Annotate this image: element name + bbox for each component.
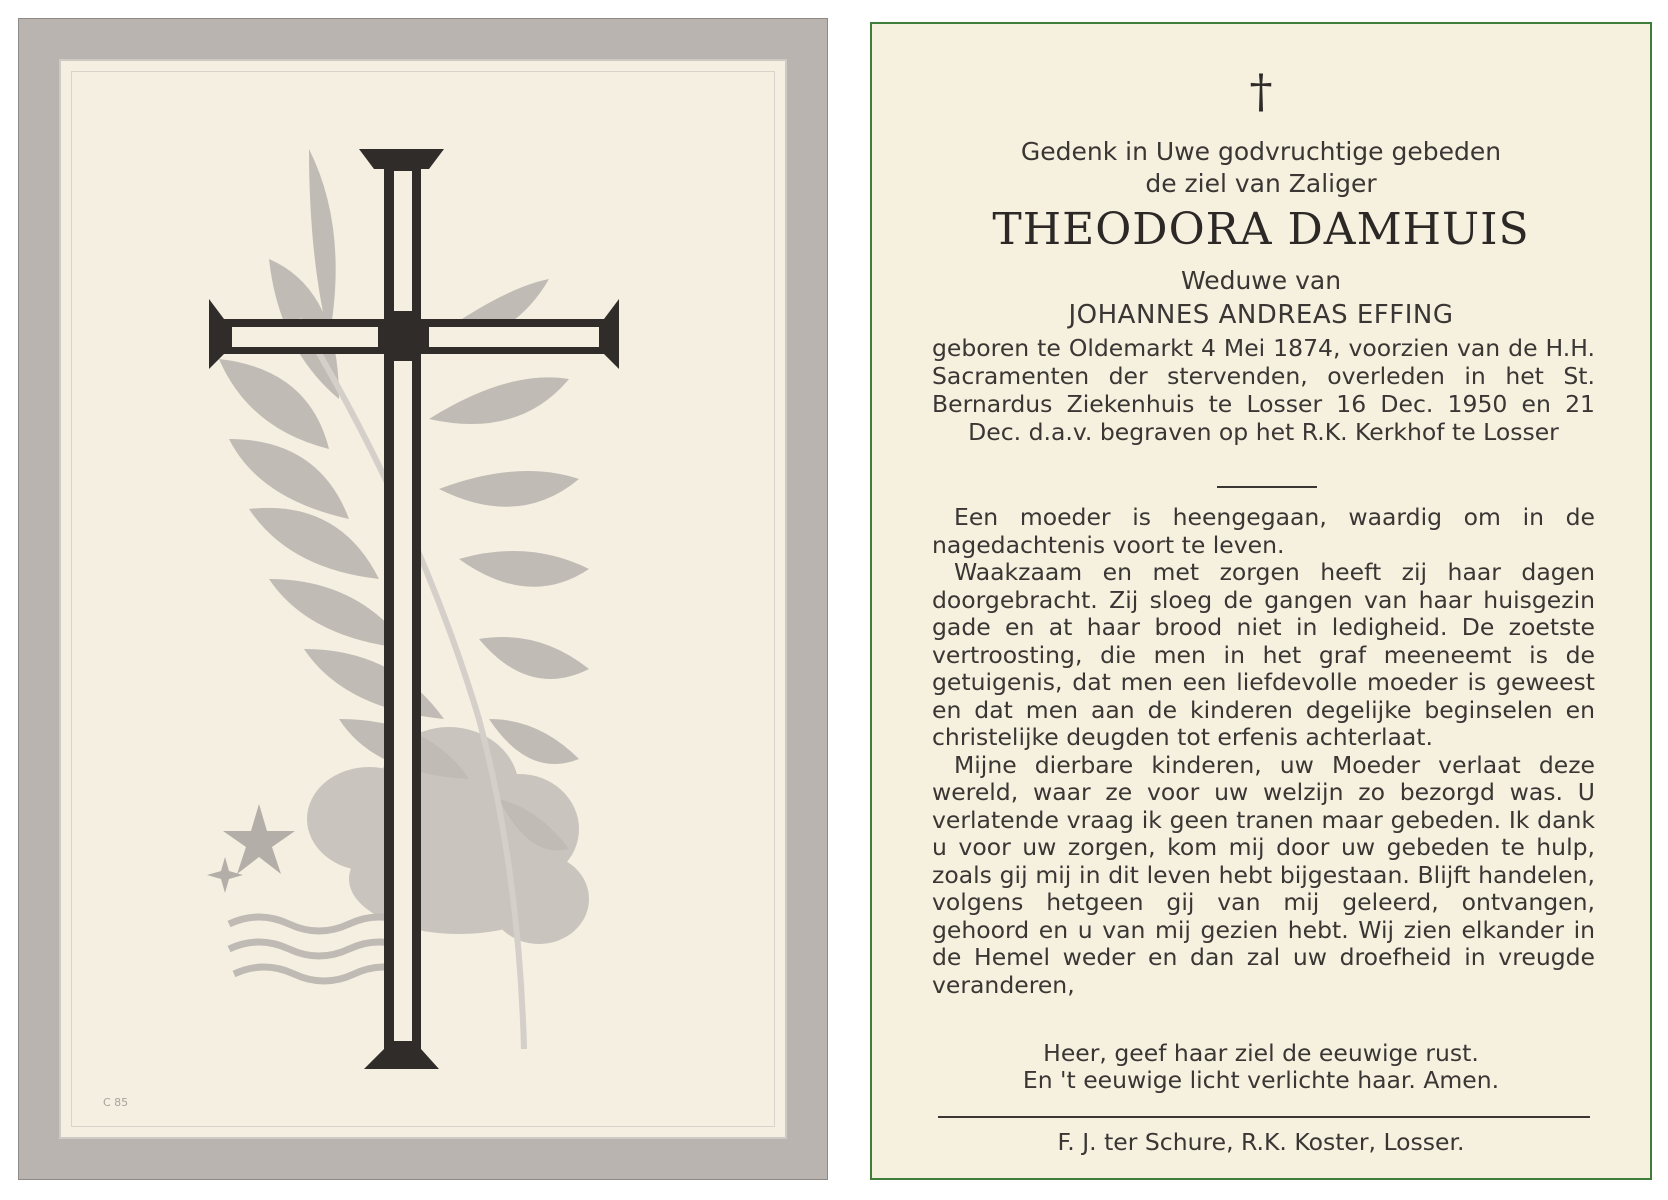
memorial-text <box>932 504 1595 999</box>
paragraph-1: Een moeder is heengegaan, waardig om in de nagedachtenis voort te leven. <box>932 503 1595 559</box>
intro-text <box>872 136 1650 200</box>
intro-line-1: Gedenk in Uwe godvruchtige gebeden <box>1020 137 1502 166</box>
divider-long <box>938 1116 1590 1118</box>
front-card <box>18 18 828 1180</box>
star-icons <box>207 804 295 893</box>
maker-mark: C 85 <box>103 1096 129 1109</box>
printer-credit: F. J. ter Schure, R.K. Koster, Losser. <box>1057 1128 1465 1156</box>
paragraph-2: Waakzaam en met zorgen heeft zij haar dagen doorgebracht. Zij sloeg de gangen van haar huisgezin gade en at haar brood niet in ledigheid. De zoetste vertroosting, die men in het graf meeneemt is de getuigenis, dat men een liefdevolle moeder is geweest en dat men aan de kinderen degelijke beginselen en christelijke deugden tot erfenis achterlaat. <box>932 558 1595 751</box>
prayer-line-2: En 't eeuwige licht verlichte haar. Amen. <box>1022 1066 1500 1094</box>
divider-short <box>1217 486 1317 488</box>
prayer <box>872 1040 1650 1094</box>
back-card <box>870 22 1652 1180</box>
prayer-line-1: Heer, geef haar ziel de eeuwige rust. <box>1043 1039 1479 1067</box>
paragraph-3: Mijne dierbare kinderen, uw Moeder verlaat deze wereld, waar ze voor uw welzijn zo bezorgd was. U verlatende vraag ik geen tranen maar gebeden. Ik dank u voor uw zorgen, kom mij door uw gebeden te hulp, zoals gij mij in dit leven hebt bijgestaan. Blijft handelen, volgens hetgeen gij van mij geleerd, ontvangen, gehoord en u van mij gezien hebt. Wij zien elkander in de Hemel weder en dan zal uw droefheid in vreugde veranderen, <box>932 750 1595 999</box>
cross-with-palm-branch-icon <box>19 19 829 1181</box>
biography: geboren te Oldemarkt 4 Mei 1874, voorzien van de H.H. Sacramenten der stervenden, overleden in het St. Bernardus Ziekenhuis te Losser 16 Dec. 1950 en 21 Dec. d.a.v. begraven op het R.K. Kerkhof te Losser <box>932 334 1595 446</box>
cross-icon: † <box>1249 64 1273 118</box>
intro-line-2: de ziel van Zaliger <box>1145 169 1377 198</box>
husband-name: JOHANNES ANDREAS EFFING <box>1068 300 1454 330</box>
deceased-name: THEODORA DAMHUIS <box>992 204 1530 255</box>
widow-of: Weduwe van <box>1180 266 1342 295</box>
